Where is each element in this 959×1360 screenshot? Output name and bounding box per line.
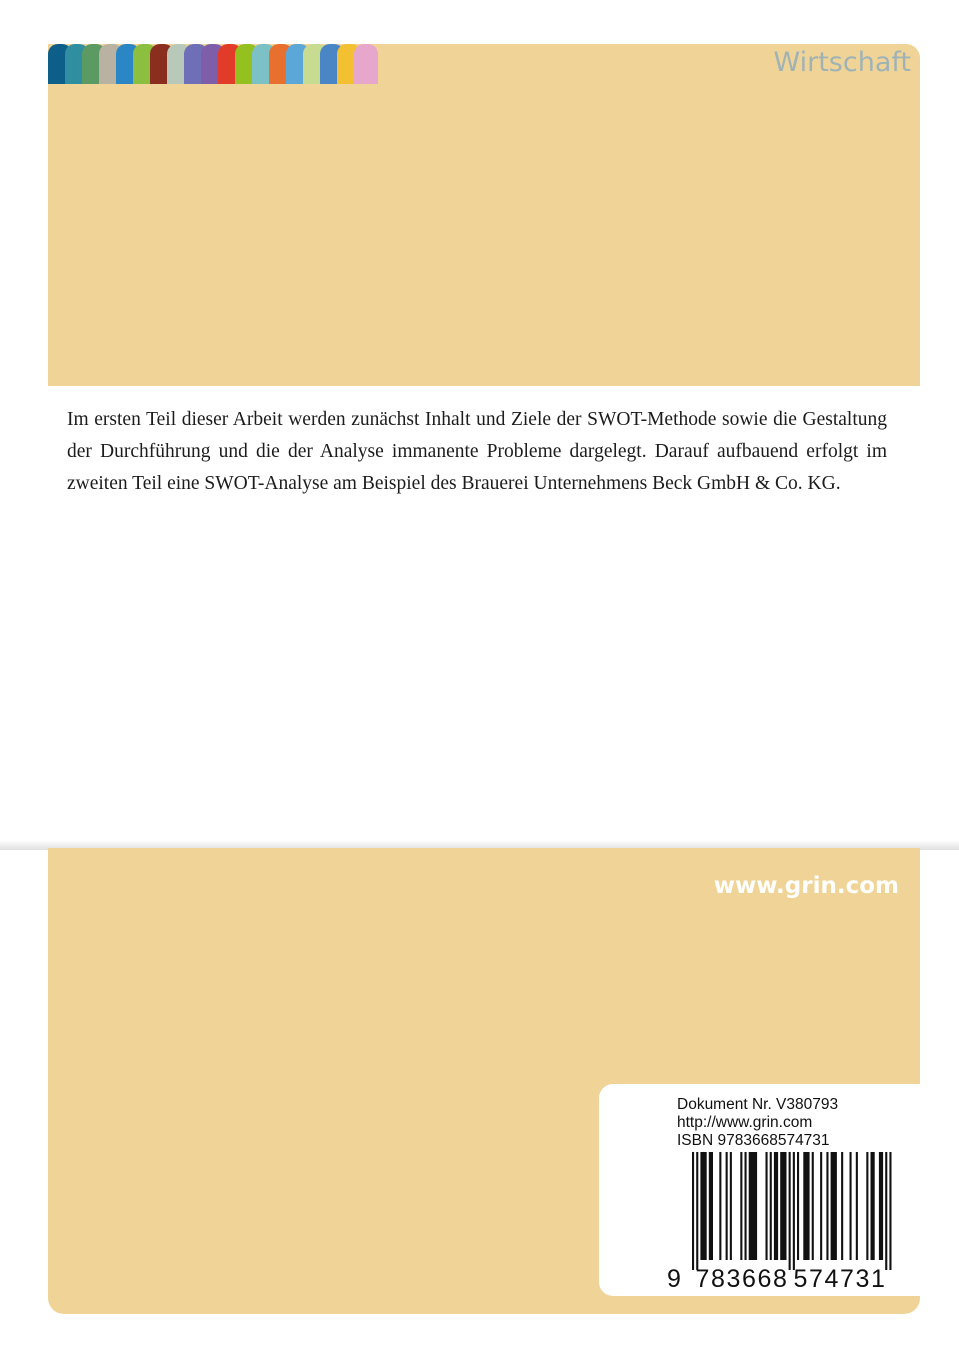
barcode-bar (696, 1152, 698, 1270)
barcode-bar (866, 1152, 868, 1260)
barcode-left-digits: 783668 (695, 1265, 789, 1292)
barcode-bar (770, 1152, 772, 1260)
barcode-bar (889, 1152, 891, 1270)
barcode-bar (856, 1152, 858, 1260)
category-label: Wirtschaft (773, 47, 911, 78)
barcode-right-digits: 574731 (793, 1265, 887, 1292)
barcode-bar (749, 1152, 757, 1260)
barcode-bar (841, 1152, 843, 1260)
category-color-tabs (48, 44, 388, 84)
publisher-url[interactable]: www.grin.com (713, 873, 899, 899)
isbn-label: ISBN 9783668574731 (677, 1132, 830, 1149)
barcode-bar (726, 1152, 728, 1260)
barcode-bar (719, 1152, 721, 1260)
barcode-bar (780, 1152, 786, 1260)
document-number: Dokument Nr. V380793 (677, 1096, 839, 1113)
barcode-bar (740, 1152, 742, 1260)
barcode-bar (850, 1152, 852, 1260)
barcode-first-digit: 9 (667, 1265, 681, 1292)
barcode-bar (793, 1152, 795, 1270)
barcode-bar (774, 1152, 778, 1260)
barcode-bar (871, 1152, 875, 1260)
barcode-bar (831, 1152, 837, 1260)
color-tab (354, 44, 378, 84)
barcode-bar (812, 1152, 814, 1260)
barcode-bar (789, 1152, 791, 1270)
barcode-bar (826, 1152, 828, 1260)
barcode-bar (745, 1152, 747, 1260)
barcode-bar (797, 1152, 799, 1260)
barcode-bar (879, 1152, 883, 1260)
barcode-bar (692, 1152, 694, 1270)
barcode-bar (766, 1152, 768, 1260)
book-description: Im ersten Teil dieser Arbeit werden zunächst Inhalt und Ziele der SWOT-Methode sowie die Gestaltung der Durchführung und die der Analyse immanente Probleme dargelegt. Darauf aufbauend erfolgt im zweiten Teil eine SWOT-Analyse am Beispiel des Brauerei Unternehmens Beck GmbH & Co. KG. (67, 409, 887, 494)
top-color-panel (48, 44, 920, 386)
publisher-web-address[interactable]: http://www.grin.com (677, 1114, 813, 1131)
barcode-bar (730, 1152, 732, 1260)
barcode-bar (820, 1152, 822, 1260)
barcode-bars (692, 1152, 892, 1270)
barcode-bar (885, 1152, 887, 1270)
barcode-bar (803, 1152, 809, 1260)
barcode-bar (709, 1152, 713, 1260)
barcode-bar (700, 1152, 706, 1260)
isbn-barcode (660, 1150, 905, 1292)
